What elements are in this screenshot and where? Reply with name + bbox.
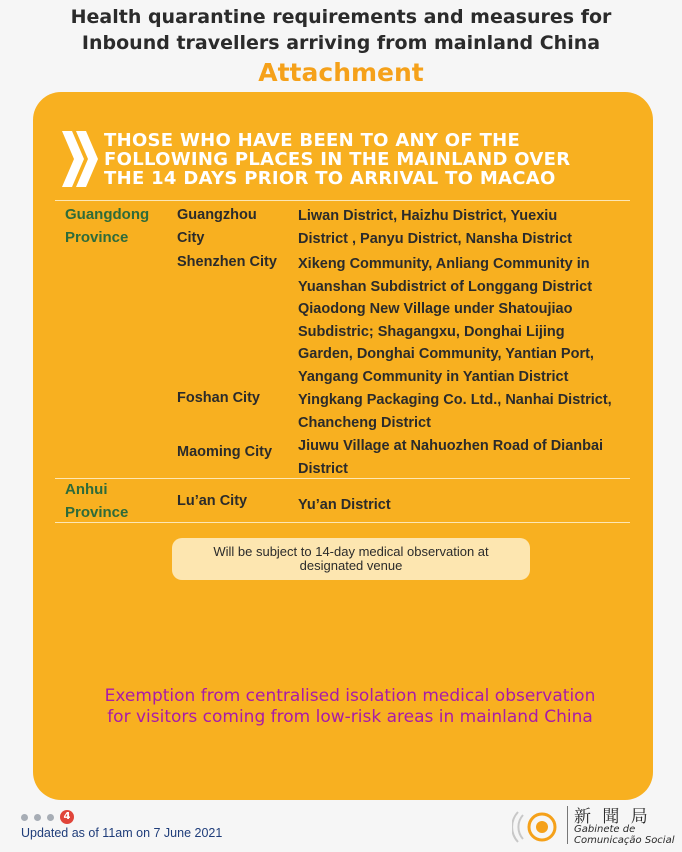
logo-portuguese-text: Gabinete de Comunicação Social [574, 824, 675, 846]
city-luan: Lu’an City [177, 493, 248, 509]
page-dot[interactable] [21, 814, 28, 821]
city-maoming: Maoming City [177, 444, 273, 460]
areas-foshan: Yingkang Packaging Co. Ltd., Nanhai District, Chancheng District [298, 392, 612, 431]
page-dot[interactable] [47, 814, 54, 821]
table-divider [55, 522, 630, 523]
pagination [21, 810, 74, 824]
gcs-logo [512, 802, 682, 850]
city-guangzhou: Guangzhou City [177, 207, 257, 246]
observation-notice [172, 538, 530, 580]
attachment-subtitle: Attachment [258, 58, 424, 87]
areas-luan: Yu’an District [298, 497, 391, 513]
notice-text: Will be subject to 14-day medical observation at designated venue [213, 544, 489, 573]
section-heading: THOSE WHO HAVE BEEN TO ANY OF THE FOLLOWING PLACES IN THE MAINLAND OVER THE 14 DAYS PRIOR TO ARRIVAL TO MACAO [104, 130, 571, 189]
province-anhui: Anhui Province [65, 481, 129, 521]
table-divider [55, 478, 630, 479]
areas-shenzhen: Xikeng Community, Anliang Community in Yuanshan Subdistrict of Longgang District Qiaodong New Village under Shatoujiao Subdistric; Shagangxu, Donghai Lijing Garden, Donghai Community, Yantian Port, Yangang Community in Yantian District [298, 256, 594, 385]
city-foshan: Foshan City [177, 390, 260, 406]
gcs-emblem-icon [512, 802, 564, 850]
province-guangdong: Guangdong Province [65, 206, 150, 246]
areas-maoming: Jiuwu Village at Nahuozhen Road of Dianbai District [298, 438, 604, 477]
page-title: Health quarantine requirements and measures for Inbound travellers arriving from mainland China [70, 6, 612, 54]
city-shenzhen: Shenzhen City [177, 254, 277, 270]
double-chevron-right-icon [62, 131, 100, 187]
updated-timestamp: Updated as of 11am on 7 June 2021 [21, 826, 223, 840]
section-header [62, 131, 662, 188]
logo-chinese-text: 新 聞 局 [574, 807, 651, 827]
exemption-link[interactable]: Exemption from centralised isolation medical observation for visitors coming from low-risk areas in mainland China [104, 686, 596, 727]
page-dot[interactable] [34, 814, 41, 821]
current-page-badge[interactable]: 4 [60, 810, 74, 824]
logo-divider [567, 806, 568, 844]
areas-guangzhou: Liwan District, Haizhu District, Yuexiu District , Panyu District, Nansha District [298, 208, 572, 247]
table-divider [55, 200, 630, 201]
